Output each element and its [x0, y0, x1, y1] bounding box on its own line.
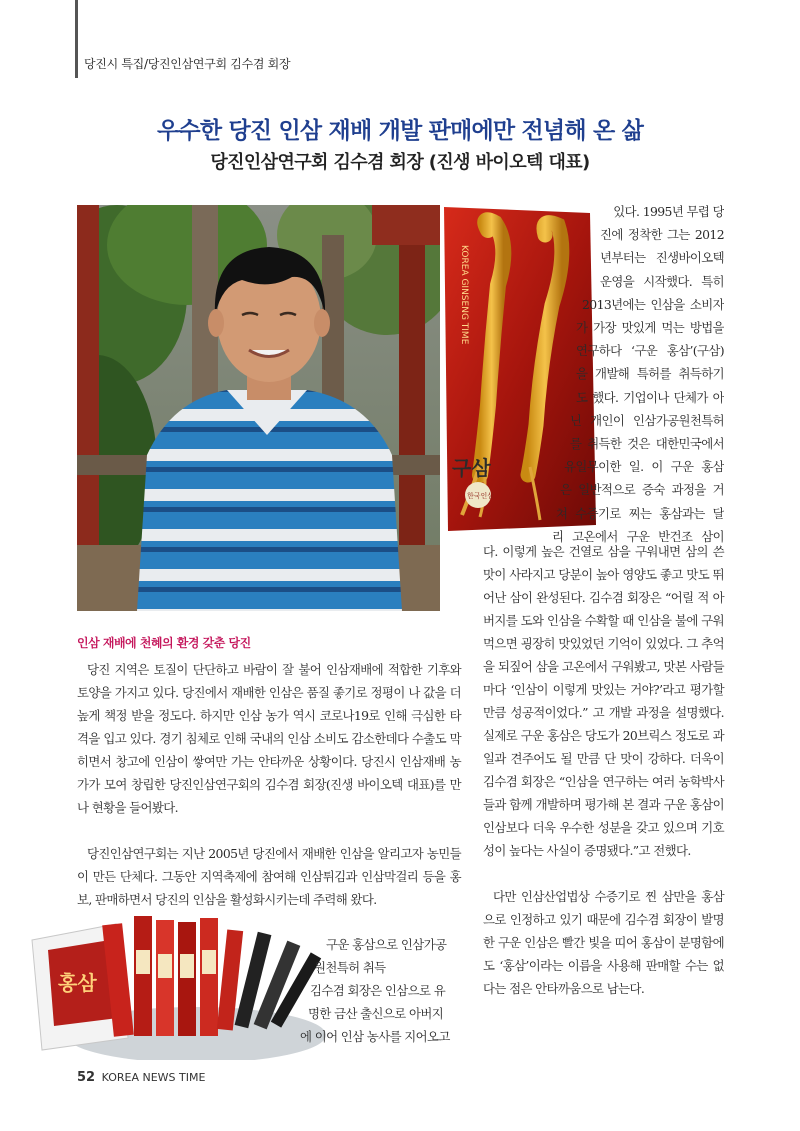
wrap-line: 리 고온에서 구운 반건조 삼이: [552, 528, 724, 544]
wrap-line: 2013년에는 인삼을 소비자: [582, 296, 724, 312]
product-caption: [300, 933, 460, 1048]
magazine-name: KOREA NEWS TIME: [101, 1071, 206, 1084]
page-number: 52: [77, 1070, 96, 1085]
article-title: 우수한 당진 인삼 재배 개발 판매에만 전념해 온 삶: [156, 118, 644, 144]
products-box-label: 홍삼: [58, 971, 97, 995]
caption-line: 구운 홍삼으로 인삼가공: [326, 937, 447, 952]
wrap-line: 진에 정착한 그는 2012: [600, 227, 724, 243]
portrait-photo: [77, 205, 440, 611]
caption-line: 명한 금산 출신으로 아버지: [308, 1006, 444, 1021]
wrap-line: 운영을 시작했다. 특히: [600, 273, 724, 289]
caption-line: 에 이어 인삼 농사를 지어오고: [300, 1029, 450, 1044]
wrap-line: 도 했다. 기업이나 단체가 아: [576, 389, 724, 405]
wrap-line: 을 개발해 특허를 취득하기: [576, 366, 724, 382]
section-tag: 당진시 특집/당진인삼연구회 김수겸 회장: [84, 57, 291, 71]
right-paragraph: 다만 인삼산업법상 수증기로 찐 삼만을 홍삼으로 인정하고 있기 때문에 김수겸 회장이 발명한 구운 인삼은 빨간 빛을 띠어 홍삼이 분명함에도 ‘홍삼’이라는 이름을 사용해 판매할 수는 없다는 점은 안타까움으로 남는다.: [483, 889, 724, 996]
left-column: [77, 658, 461, 911]
left-paragraph: 당진 지역은 토질이 단단하고 바람이 잘 불어 인삼재배에 적합한 기후와 토양을 가지고 있다. 당진에서 재배한 인삼은 품질 좋기로 정평이 나 값을 더 높게 책정 받을 정도다. 하지만 인삼 농가 역시 코로나19로 인해 극심한 타격을 입고 있다. 경기 침체로 인해 국내의 인삼 소비도 감소한데다 수출도 막히면서 창고에 인삼이 쌓여만 가는 안타까운 상황이다. 당진시 인삼재배 농가가 모여 창립한 당진인삼연구회의 김수겸 회장(진생 바이오텍 대표)를 만나 현황을 들어봤다.: [77, 662, 461, 815]
header-rule: [75, 0, 78, 78]
package-brand-text: KOREA GINSENG TIME: [459, 245, 469, 345]
wrap-line: 은 일반적으로 증숙 과정을 거: [560, 482, 724, 498]
package-front-sublabel: 한국인삼: [467, 492, 495, 500]
wrap-line: 년부터는 진생바이오텍: [600, 250, 724, 266]
wrap-line: 연구하다 ‘구운 홍삼’(구삼): [576, 343, 724, 359]
left-paragraph: 당진인삼연구회는 지난 2005년 당진에서 재배한 인삼을 알리고자 농민들이 만든 단체다. 그동안 지역축제에 참여해 인삼튀김과 인삼막걸리 등을 홍보, 판매하면서 당진의 인삼을 활성화시키는데 주력해 왔다.: [77, 846, 461, 907]
wrap-line: 닌 개인이 인삼가공원천특허: [570, 412, 724, 428]
right-column: [483, 540, 724, 1000]
wrap-line: 가 가장 맛있게 먹는 방법을: [576, 320, 724, 336]
wrap-line: 있다. 1995년 무렵 당: [613, 204, 724, 219]
section-heading: 인삼 재배에 천혜의 환경 갖춘 당진: [77, 636, 251, 650]
package-front-label: 구삼: [452, 456, 491, 480]
caption-line: 김수겸 회장은 인삼으로 유: [310, 983, 446, 998]
caption-line: 원천특허 취득: [314, 960, 386, 975]
right-wrap-text: [552, 200, 724, 548]
article-subtitle: 당진인삼연구회 김수겸 회장 (진생 바이오텍 대표): [210, 152, 590, 173]
products-photo: [26, 910, 326, 1060]
wrap-line: 쳐 수증기로 찌는 홍삼과는 달: [556, 505, 724, 521]
wrap-line: 를 취득한 것은 대한민국에서: [570, 436, 724, 452]
right-paragraph: 다. 이렇게 높은 건열로 삼을 구워내면 삼의 쓴맛이 사라지고 당분이 높아 영양도 좋고 맛도 뛰어난 삼이 완성된다. 김수겸 회장은 “어릴 적 아버지를 도와 인삼을 수확할 때 인삼을 불에 구워 먹으면 굉장히 맛있었던 기억이 있었다. 그 추억을 되짚어 삼을 고온에서 구워봤고, 맛본 사람들마다 ‘인삼이 이렇게 맛있는 거야?’라고 평가할 만큼 성공적이었다.” 고 개발 과정을 설명했다. 실제로 구운 홍삼은 당도가 20브릭스 정도로 과일과 견주어도 될 만큼 단 맛이 강하다. 더욱이 김수겸 회장은 “인삼을 연구하는 여러 농학박사들과 함께 개발하며 평가해 본 결과 구운 홍삼이 인삼보다 더욱 우수한 성분을 갖고 있으며 기호성이 높다는 사실이 증명됐다.”고 전했다.: [483, 544, 724, 858]
page-footer: [77, 1070, 205, 1085]
wrap-line: 유일무이한 일. 이 구운 홍삼: [564, 459, 724, 475]
